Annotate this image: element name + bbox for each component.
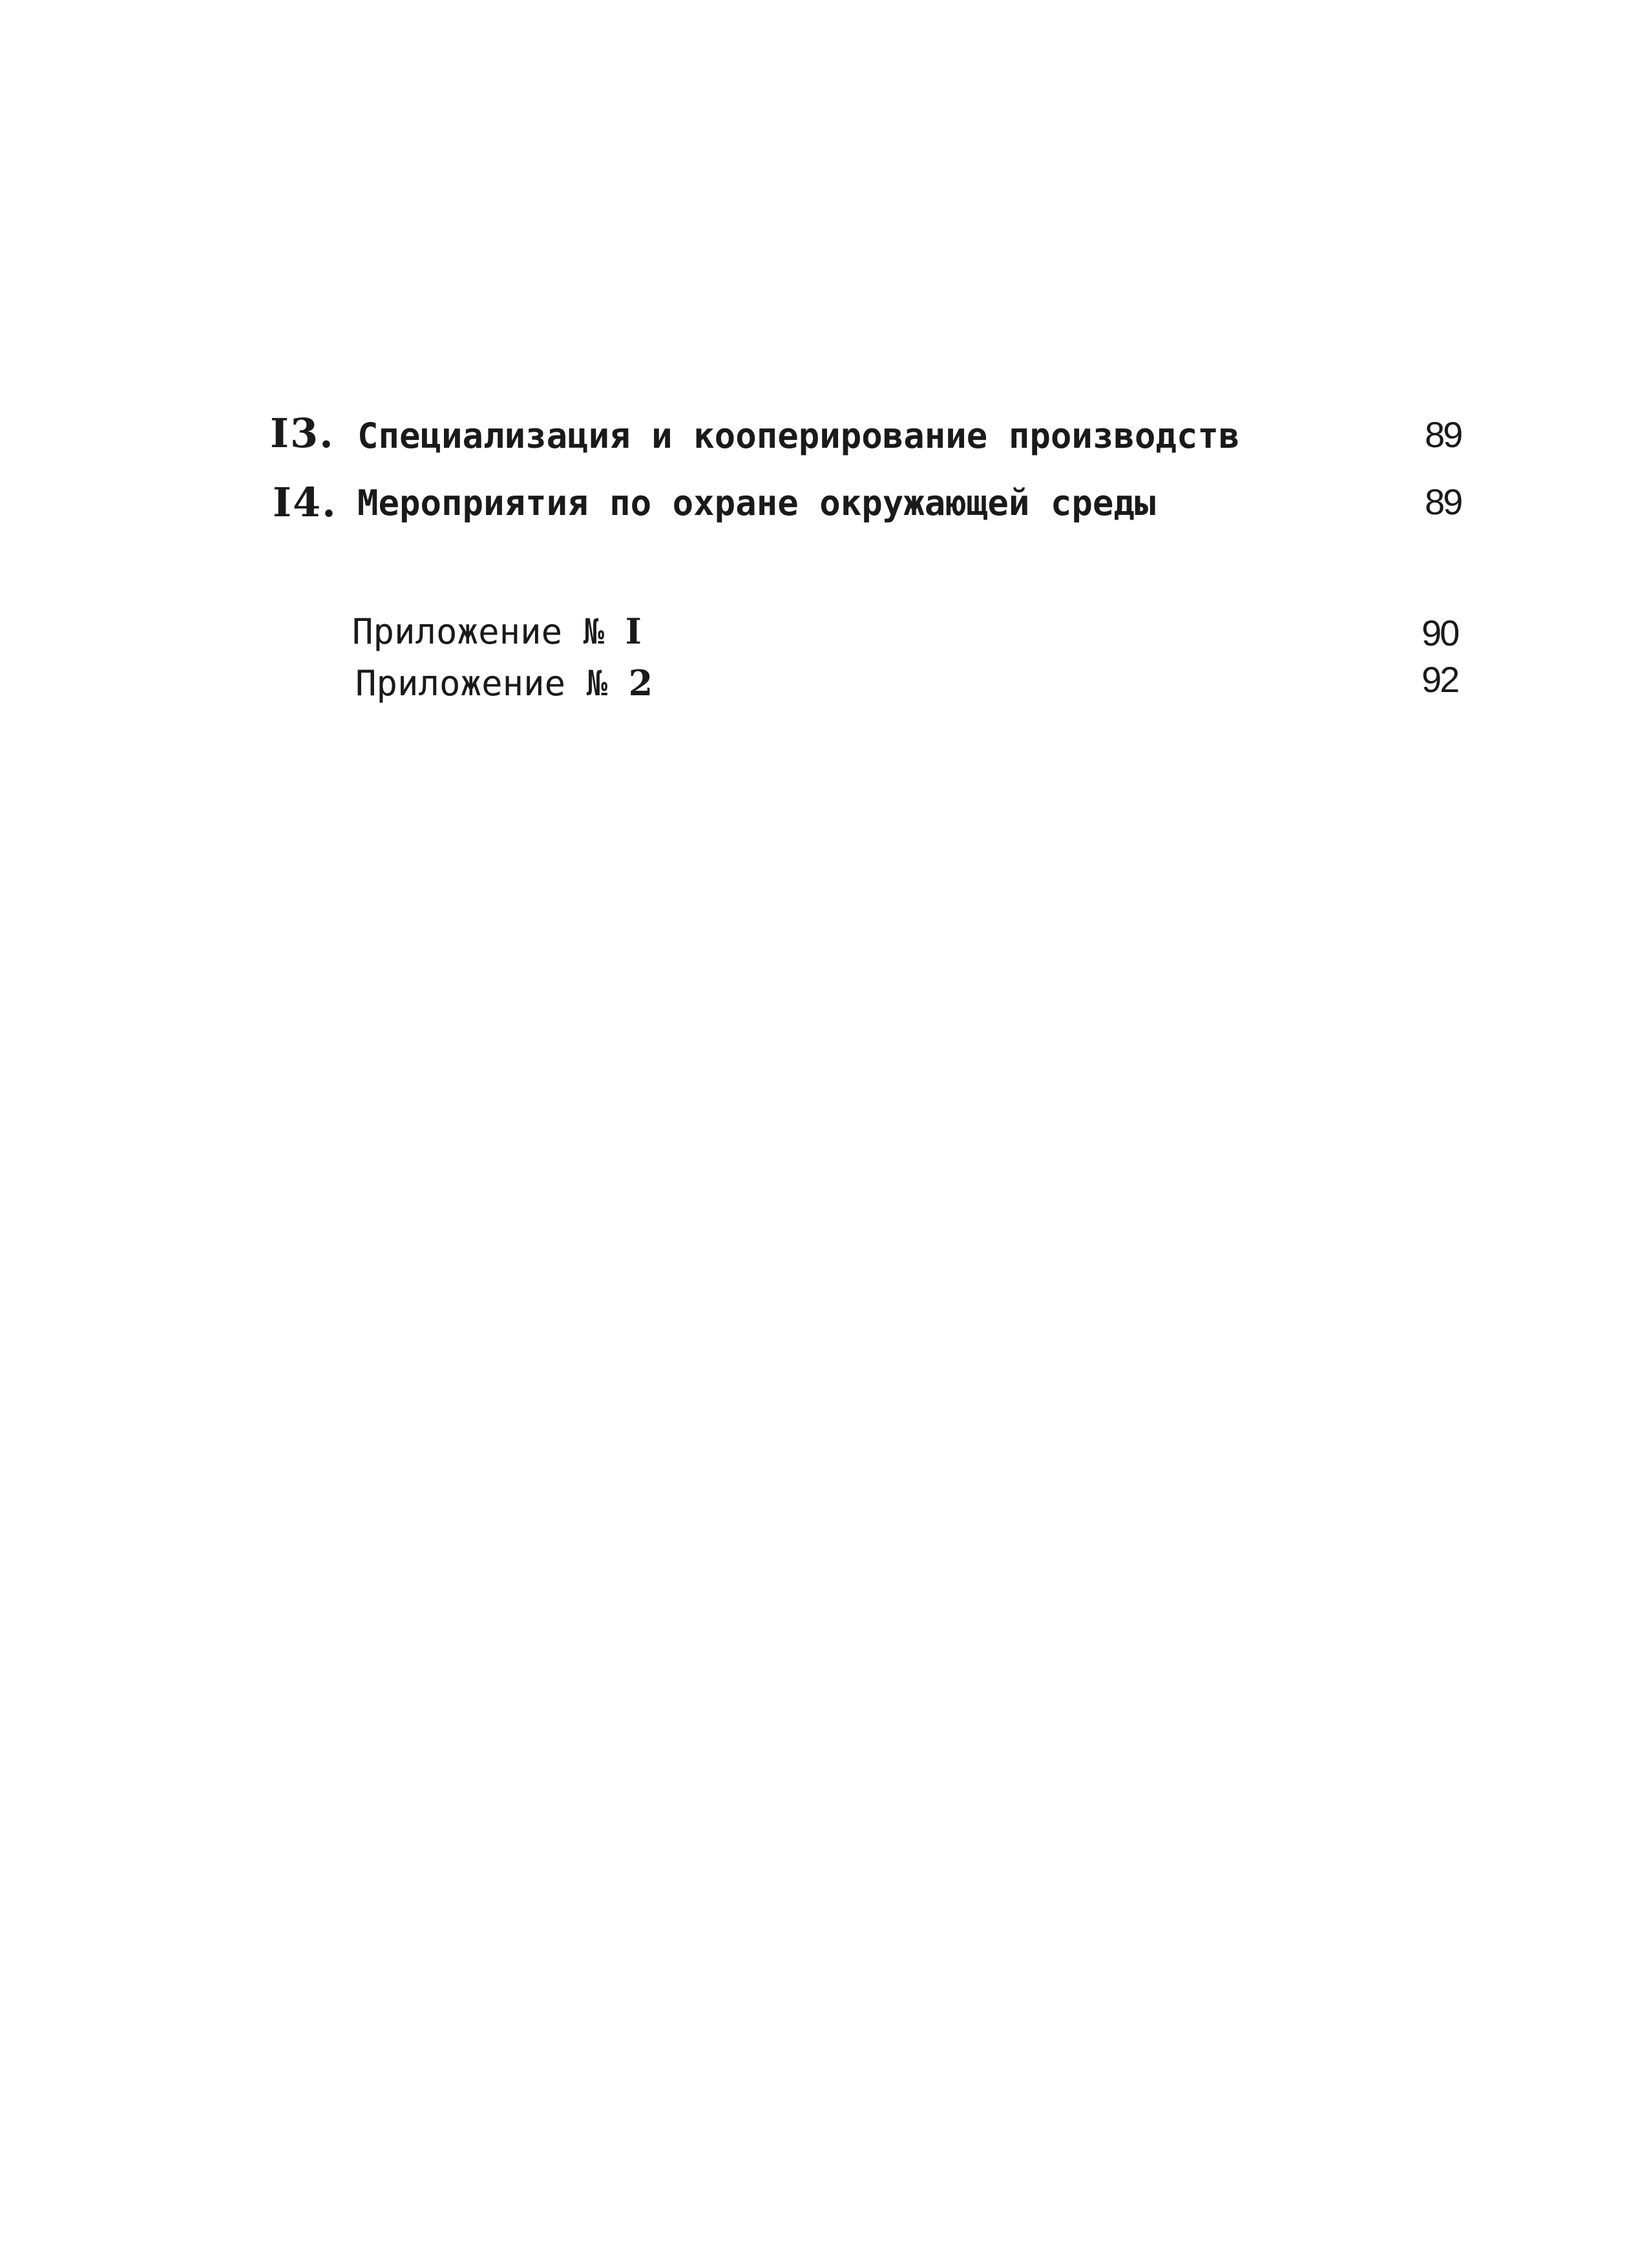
appendix-label: Приложение: [352, 611, 563, 652]
appendix-page: 92: [1422, 659, 1458, 700]
appendix-label: Приложение: [355, 663, 566, 704]
appendix-number-sign: №: [586, 663, 608, 704]
appendix-number-sign: №: [583, 611, 605, 652]
toc-entry-page: 89: [1425, 414, 1462, 455]
appendix-heading: [355, 662, 653, 704]
toc-entry-number: I4.: [273, 479, 337, 526]
appendix-page: 90: [1422, 613, 1458, 653]
appendix-heading: [352, 611, 642, 652]
toc-entry-title: Специализация и кооперирование производств: [357, 415, 1240, 456]
appendix-number: I: [625, 611, 642, 652]
toc-entry-number: I3.: [270, 410, 335, 457]
appendix-number: 2: [628, 662, 653, 704]
toc-entry-page: 89: [1425, 481, 1462, 522]
toc-entry-title: Мероприятия по охране окружающей среды: [357, 483, 1156, 523]
